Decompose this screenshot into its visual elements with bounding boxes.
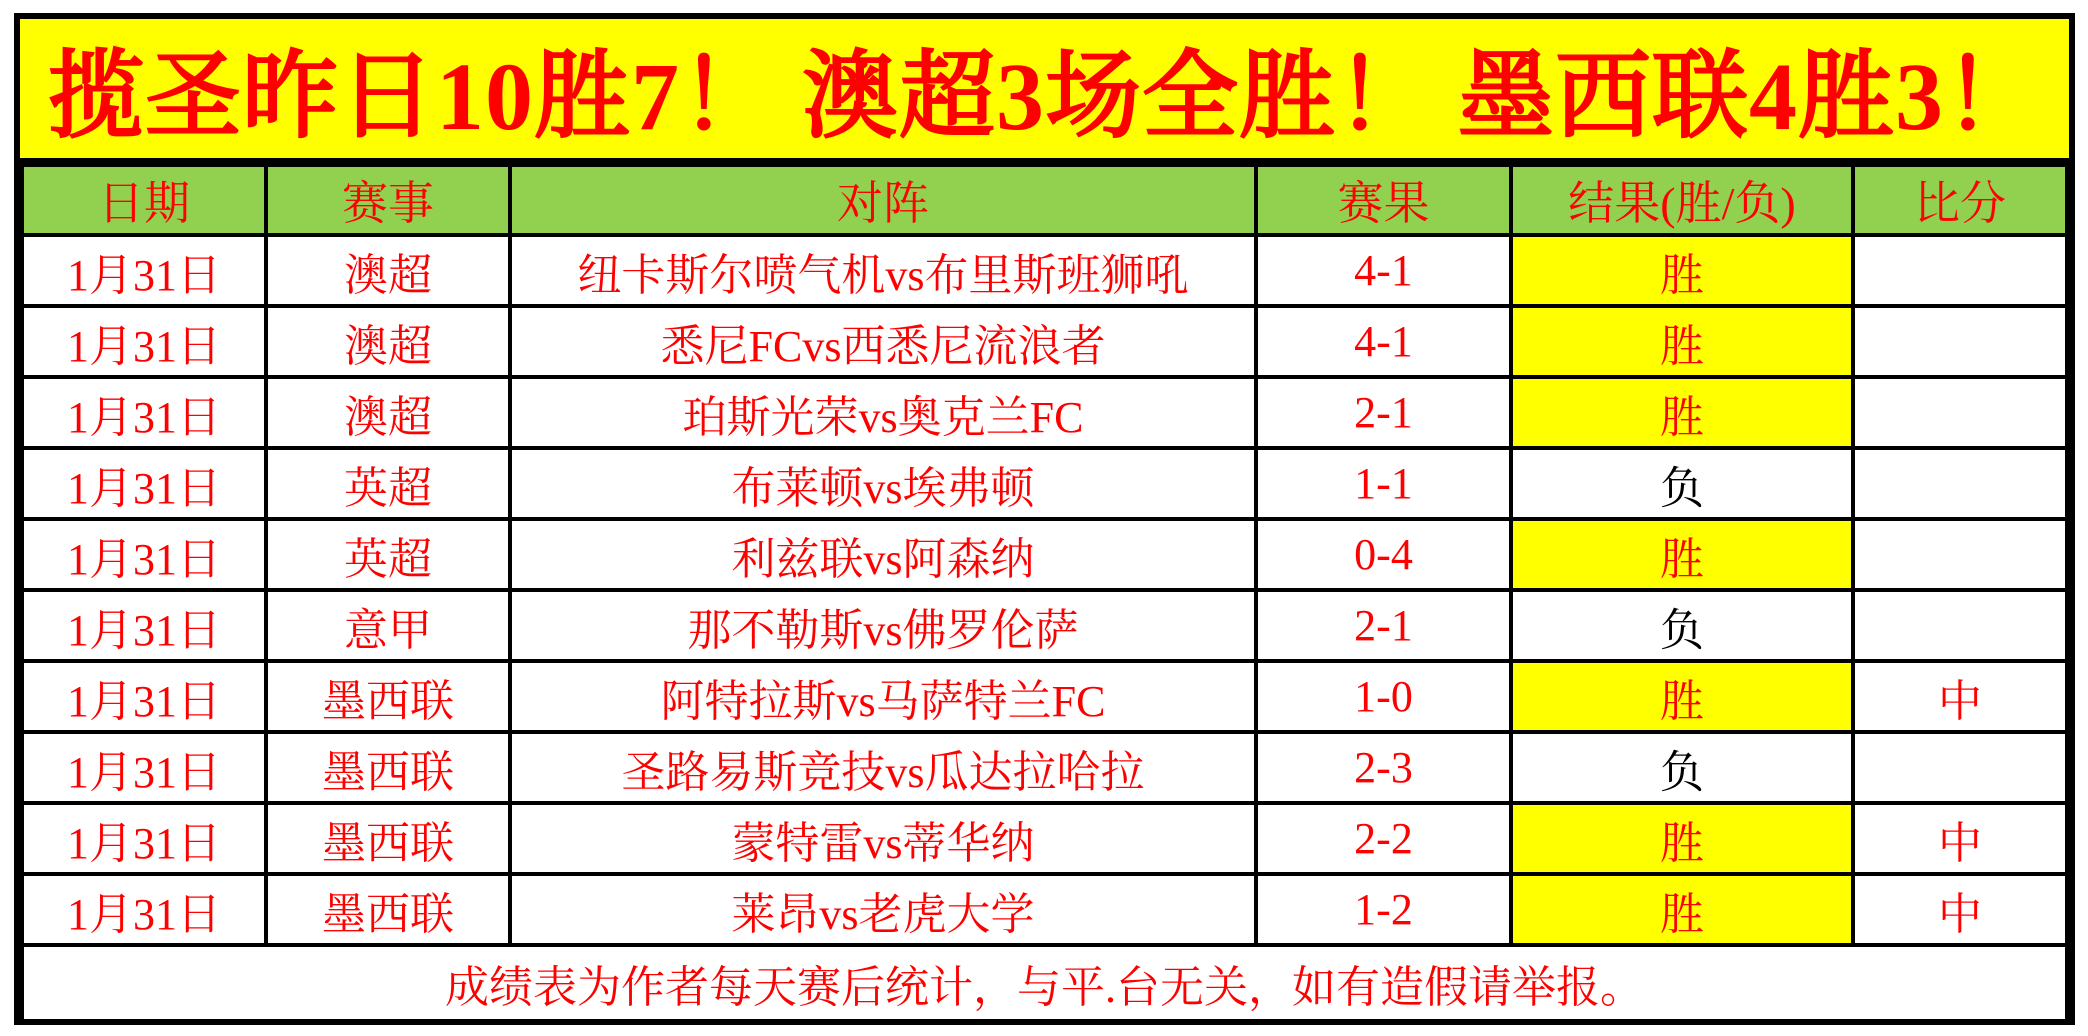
table-row — [22, 306, 2067, 377]
cell-match: 那不勒斯vs佛罗伦萨 — [510, 590, 1256, 661]
cell-score: 4-1 — [1256, 235, 1511, 306]
cell-match: 布莱顿vs埃弗顿 — [510, 448, 1256, 519]
footer-note: 成绩表为作者每天赛后统计，与平.台无关，如有造假请举报。 — [22, 945, 2067, 1021]
cell-date: 1月31日 — [22, 661, 266, 732]
cell-mark — [1853, 732, 2067, 803]
table-row — [22, 732, 2067, 803]
table-row — [22, 519, 2067, 590]
cell-mark — [1853, 306, 2067, 377]
cell-result: 胜 — [1511, 306, 1853, 377]
cell-mark — [1853, 590, 2067, 661]
table-row — [22, 590, 2067, 661]
cell-result: 负 — [1511, 448, 1853, 519]
table-row — [22, 448, 2067, 519]
col-header-league: 赛事 — [266, 165, 510, 235]
cell-result: 胜 — [1511, 661, 1853, 732]
col-header-match: 对阵 — [510, 165, 1256, 235]
cell-mark: 中 — [1853, 661, 2067, 732]
cell-date: 1月31日 — [22, 590, 266, 661]
cell-date: 1月31日 — [22, 235, 266, 306]
table-body — [22, 235, 2067, 945]
cell-mark — [1853, 448, 2067, 519]
cell-league: 澳超 — [266, 306, 510, 377]
table-row — [22, 235, 2067, 306]
col-header-mark: 比分 — [1853, 165, 2067, 235]
banner — [20, 19, 2069, 163]
results-table — [20, 163, 2069, 1023]
cell-score: 4-1 — [1256, 306, 1511, 377]
table-row — [22, 803, 2067, 874]
col-header-result: 结果(胜/负) — [1511, 165, 1853, 235]
cell-date: 1月31日 — [22, 732, 266, 803]
cell-match: 珀斯光荣vs奥克兰FC — [510, 377, 1256, 448]
cell-date: 1月31日 — [22, 448, 266, 519]
cell-league: 澳超 — [266, 377, 510, 448]
cell-match: 阿特拉斯vs马萨特兰FC — [510, 661, 1256, 732]
cell-league: 墨西联 — [266, 661, 510, 732]
cell-score: 2-2 — [1256, 803, 1511, 874]
cell-result: 负 — [1511, 732, 1853, 803]
cell-league: 意甲 — [266, 590, 510, 661]
footer-row — [22, 945, 2067, 1021]
cell-score: 2-1 — [1256, 590, 1511, 661]
table-row — [22, 377, 2067, 448]
cell-match: 利兹联vs阿森纳 — [510, 519, 1256, 590]
cell-date: 1月31日 — [22, 874, 266, 945]
cell-result: 胜 — [1511, 377, 1853, 448]
cell-match: 悉尼FCvs西悉尼流浪者 — [510, 306, 1256, 377]
cell-score: 1-1 — [1256, 448, 1511, 519]
cell-match: 蒙特雷vs蒂华纳 — [510, 803, 1256, 874]
cell-match: 圣路易斯竞技vs瓜达拉哈拉 — [510, 732, 1256, 803]
table-row — [22, 874, 2067, 945]
cell-match: 莱昂vs老虎大学 — [510, 874, 1256, 945]
table-row — [22, 661, 2067, 732]
cell-mark: 中 — [1853, 803, 2067, 874]
cell-score: 1-0 — [1256, 661, 1511, 732]
cell-date: 1月31日 — [22, 803, 266, 874]
results-sheet — [14, 13, 2075, 1025]
col-header-date: 日期 — [22, 165, 266, 235]
cell-mark — [1853, 377, 2067, 448]
table-header-row — [22, 165, 2067, 235]
cell-score: 0-4 — [1256, 519, 1511, 590]
cell-league: 墨西联 — [266, 874, 510, 945]
cell-result: 胜 — [1511, 519, 1853, 590]
cell-date: 1月31日 — [22, 306, 266, 377]
cell-result: 胜 — [1511, 803, 1853, 874]
cell-match: 纽卡斯尔喷气机vs布里斯班狮吼 — [510, 235, 1256, 306]
cell-mark: 中 — [1853, 874, 2067, 945]
cell-result: 胜 — [1511, 235, 1853, 306]
cell-result: 胜 — [1511, 874, 1853, 945]
cell-league: 澳超 — [266, 235, 510, 306]
cell-mark — [1853, 235, 2067, 306]
cell-league: 英超 — [266, 448, 510, 519]
table-header — [22, 165, 2067, 235]
cell-date: 1月31日 — [22, 519, 266, 590]
col-header-score: 赛果 — [1256, 165, 1511, 235]
cell-result: 负 — [1511, 590, 1853, 661]
cell-league: 墨西联 — [266, 803, 510, 874]
cell-score: 2-1 — [1256, 377, 1511, 448]
cell-league: 墨西联 — [266, 732, 510, 803]
cell-league: 英超 — [266, 519, 510, 590]
cell-mark — [1853, 519, 2067, 590]
cell-score: 1-2 — [1256, 874, 1511, 945]
cell-score: 2-3 — [1256, 732, 1511, 803]
banner-title: 揽圣昨日10胜7！ 澳超3场全胜！ 墨西联4胜3！ — [48, 43, 2041, 150]
cell-date: 1月31日 — [22, 377, 266, 448]
table-footer — [22, 945, 2067, 1021]
